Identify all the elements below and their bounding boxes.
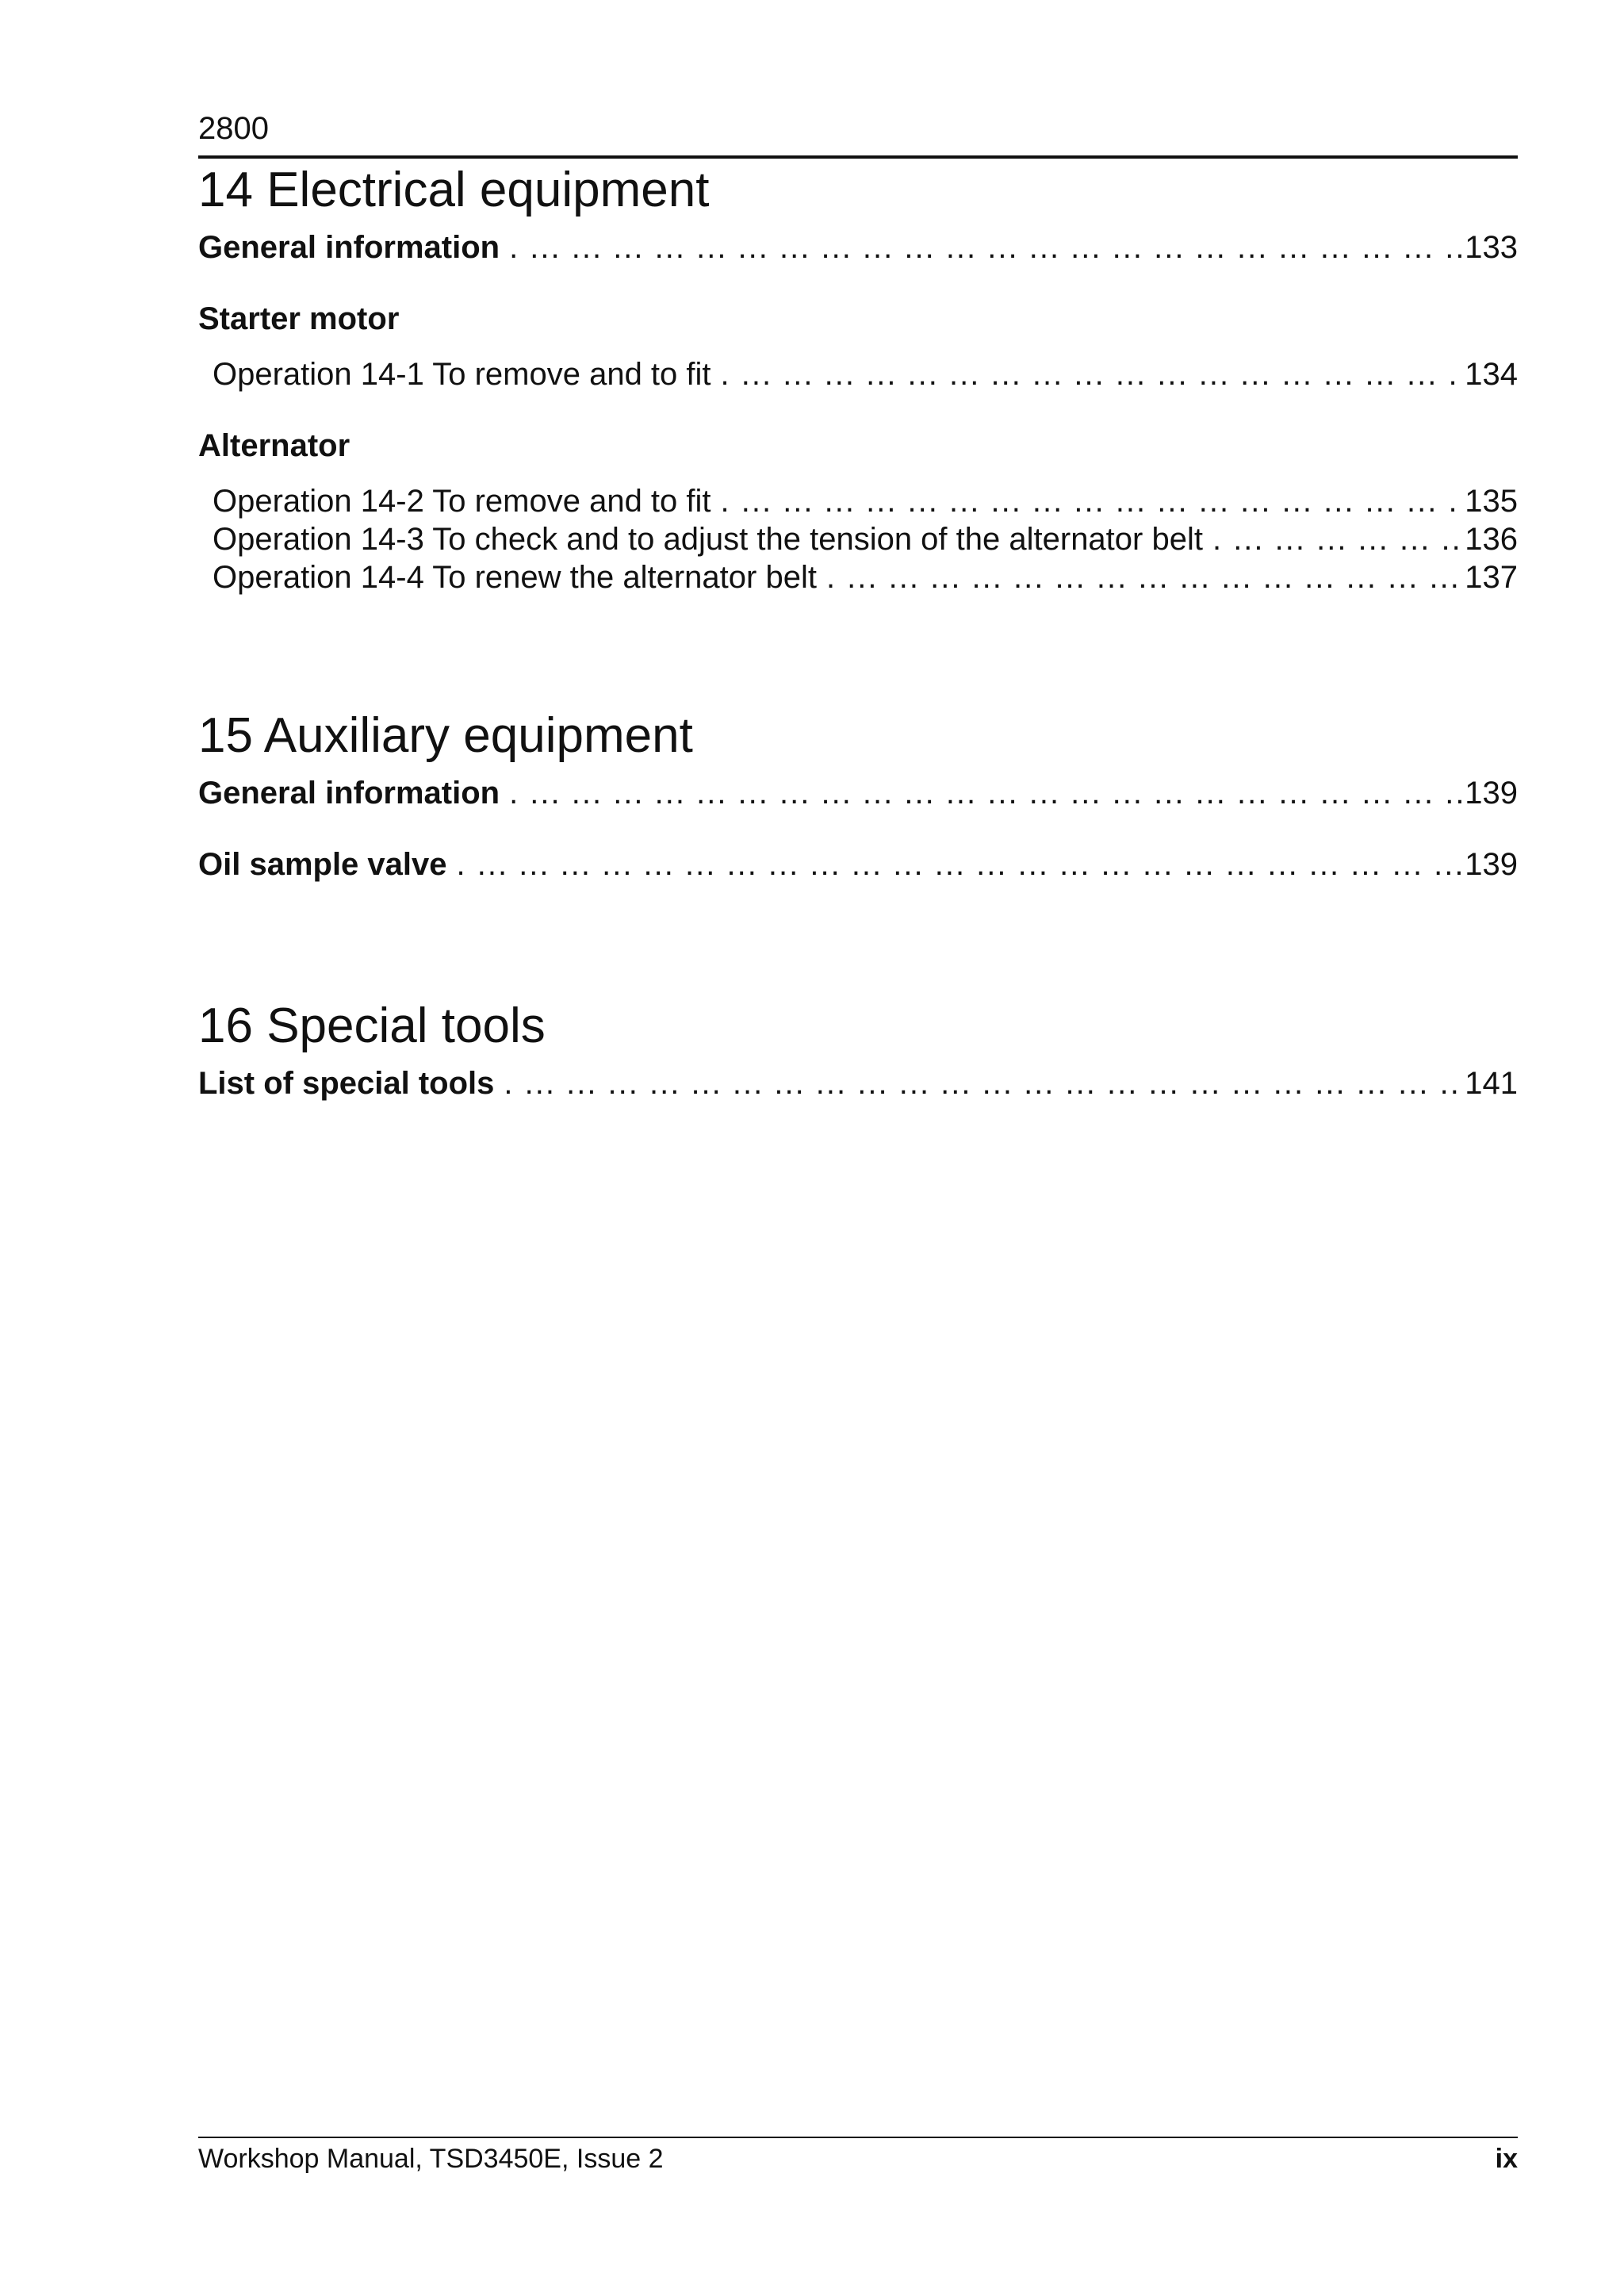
footer-rule	[198, 2137, 1518, 2138]
section-15	[198, 704, 1518, 884]
toc-entry-label: Oil sample valve	[198, 847, 447, 882]
subheading-alternator: Alternator	[198, 428, 350, 463]
toc-entry-label: Operation 14-4 To renew the alternator belt	[213, 560, 817, 595]
section-title: 15 Auxiliary equipment	[198, 708, 693, 763]
toc-entry-operation-14-1[interactable]	[198, 355, 1518, 393]
toc-entry-label: General information	[198, 776, 500, 811]
page-footer	[198, 2141, 1518, 2176]
toc-entry-oil-sample-valve[interactable]	[198, 845, 1518, 884]
section-14	[198, 159, 1518, 596]
toc-entry-operation-14-2[interactable]	[198, 482, 1518, 520]
subheading-starter-motor: Starter motor	[198, 301, 400, 336]
section-title: 14 Electrical equipment	[198, 163, 710, 217]
toc-entry-list-of-special-tools[interactable]	[198, 1064, 1518, 1102]
toc-entry-general-information[interactable]	[198, 228, 1518, 266]
toc-entry-label: Operation 14-1 To remove and to fit	[213, 357, 711, 392]
toc-page-number: 141	[1465, 1066, 1518, 1101]
section-16	[198, 995, 1518, 1102]
toc-page-number: 137	[1465, 560, 1518, 595]
dot-leader	[509, 774, 1461, 812]
toc-entry-label: General information	[198, 230, 500, 265]
page-number: ix	[1495, 2144, 1518, 2174]
toc-entry-label: Operation 14-2 To remove and to fit	[213, 484, 711, 519]
toc-entry-label: Operation 14-3 To check and to adjust the tension of the alternator belt	[213, 522, 1203, 557]
toc-page-number: 133	[1465, 230, 1518, 265]
running-head: 2800	[198, 111, 269, 146]
footer-manual-title: Workshop Manual, TSD3450E, Issue 2	[198, 2144, 664, 2174]
dot-leader	[1212, 520, 1461, 558]
toc-page-number: 134	[1465, 357, 1518, 392]
dot-leader	[721, 482, 1462, 520]
section-title: 16 Special tools	[198, 999, 546, 1053]
toc-entry-operation-14-3[interactable]	[198, 520, 1518, 558]
toc-page-number: 139	[1465, 847, 1518, 882]
dot-leader	[504, 1064, 1461, 1102]
toc-entry-general-information[interactable]	[198, 774, 1518, 812]
toc-page-number: 135	[1465, 484, 1518, 519]
dot-leader	[721, 355, 1462, 393]
toc-entry-label: List of special tools	[198, 1066, 495, 1101]
dot-leader	[509, 228, 1461, 266]
dot-leader	[826, 558, 1461, 596]
toc-page-number: 139	[1465, 776, 1518, 811]
document-page	[198, 0, 1518, 2296]
toc-page-number: 136	[1465, 522, 1518, 557]
dot-leader	[457, 845, 1462, 884]
toc-entry-operation-14-4[interactable]	[198, 558, 1518, 596]
